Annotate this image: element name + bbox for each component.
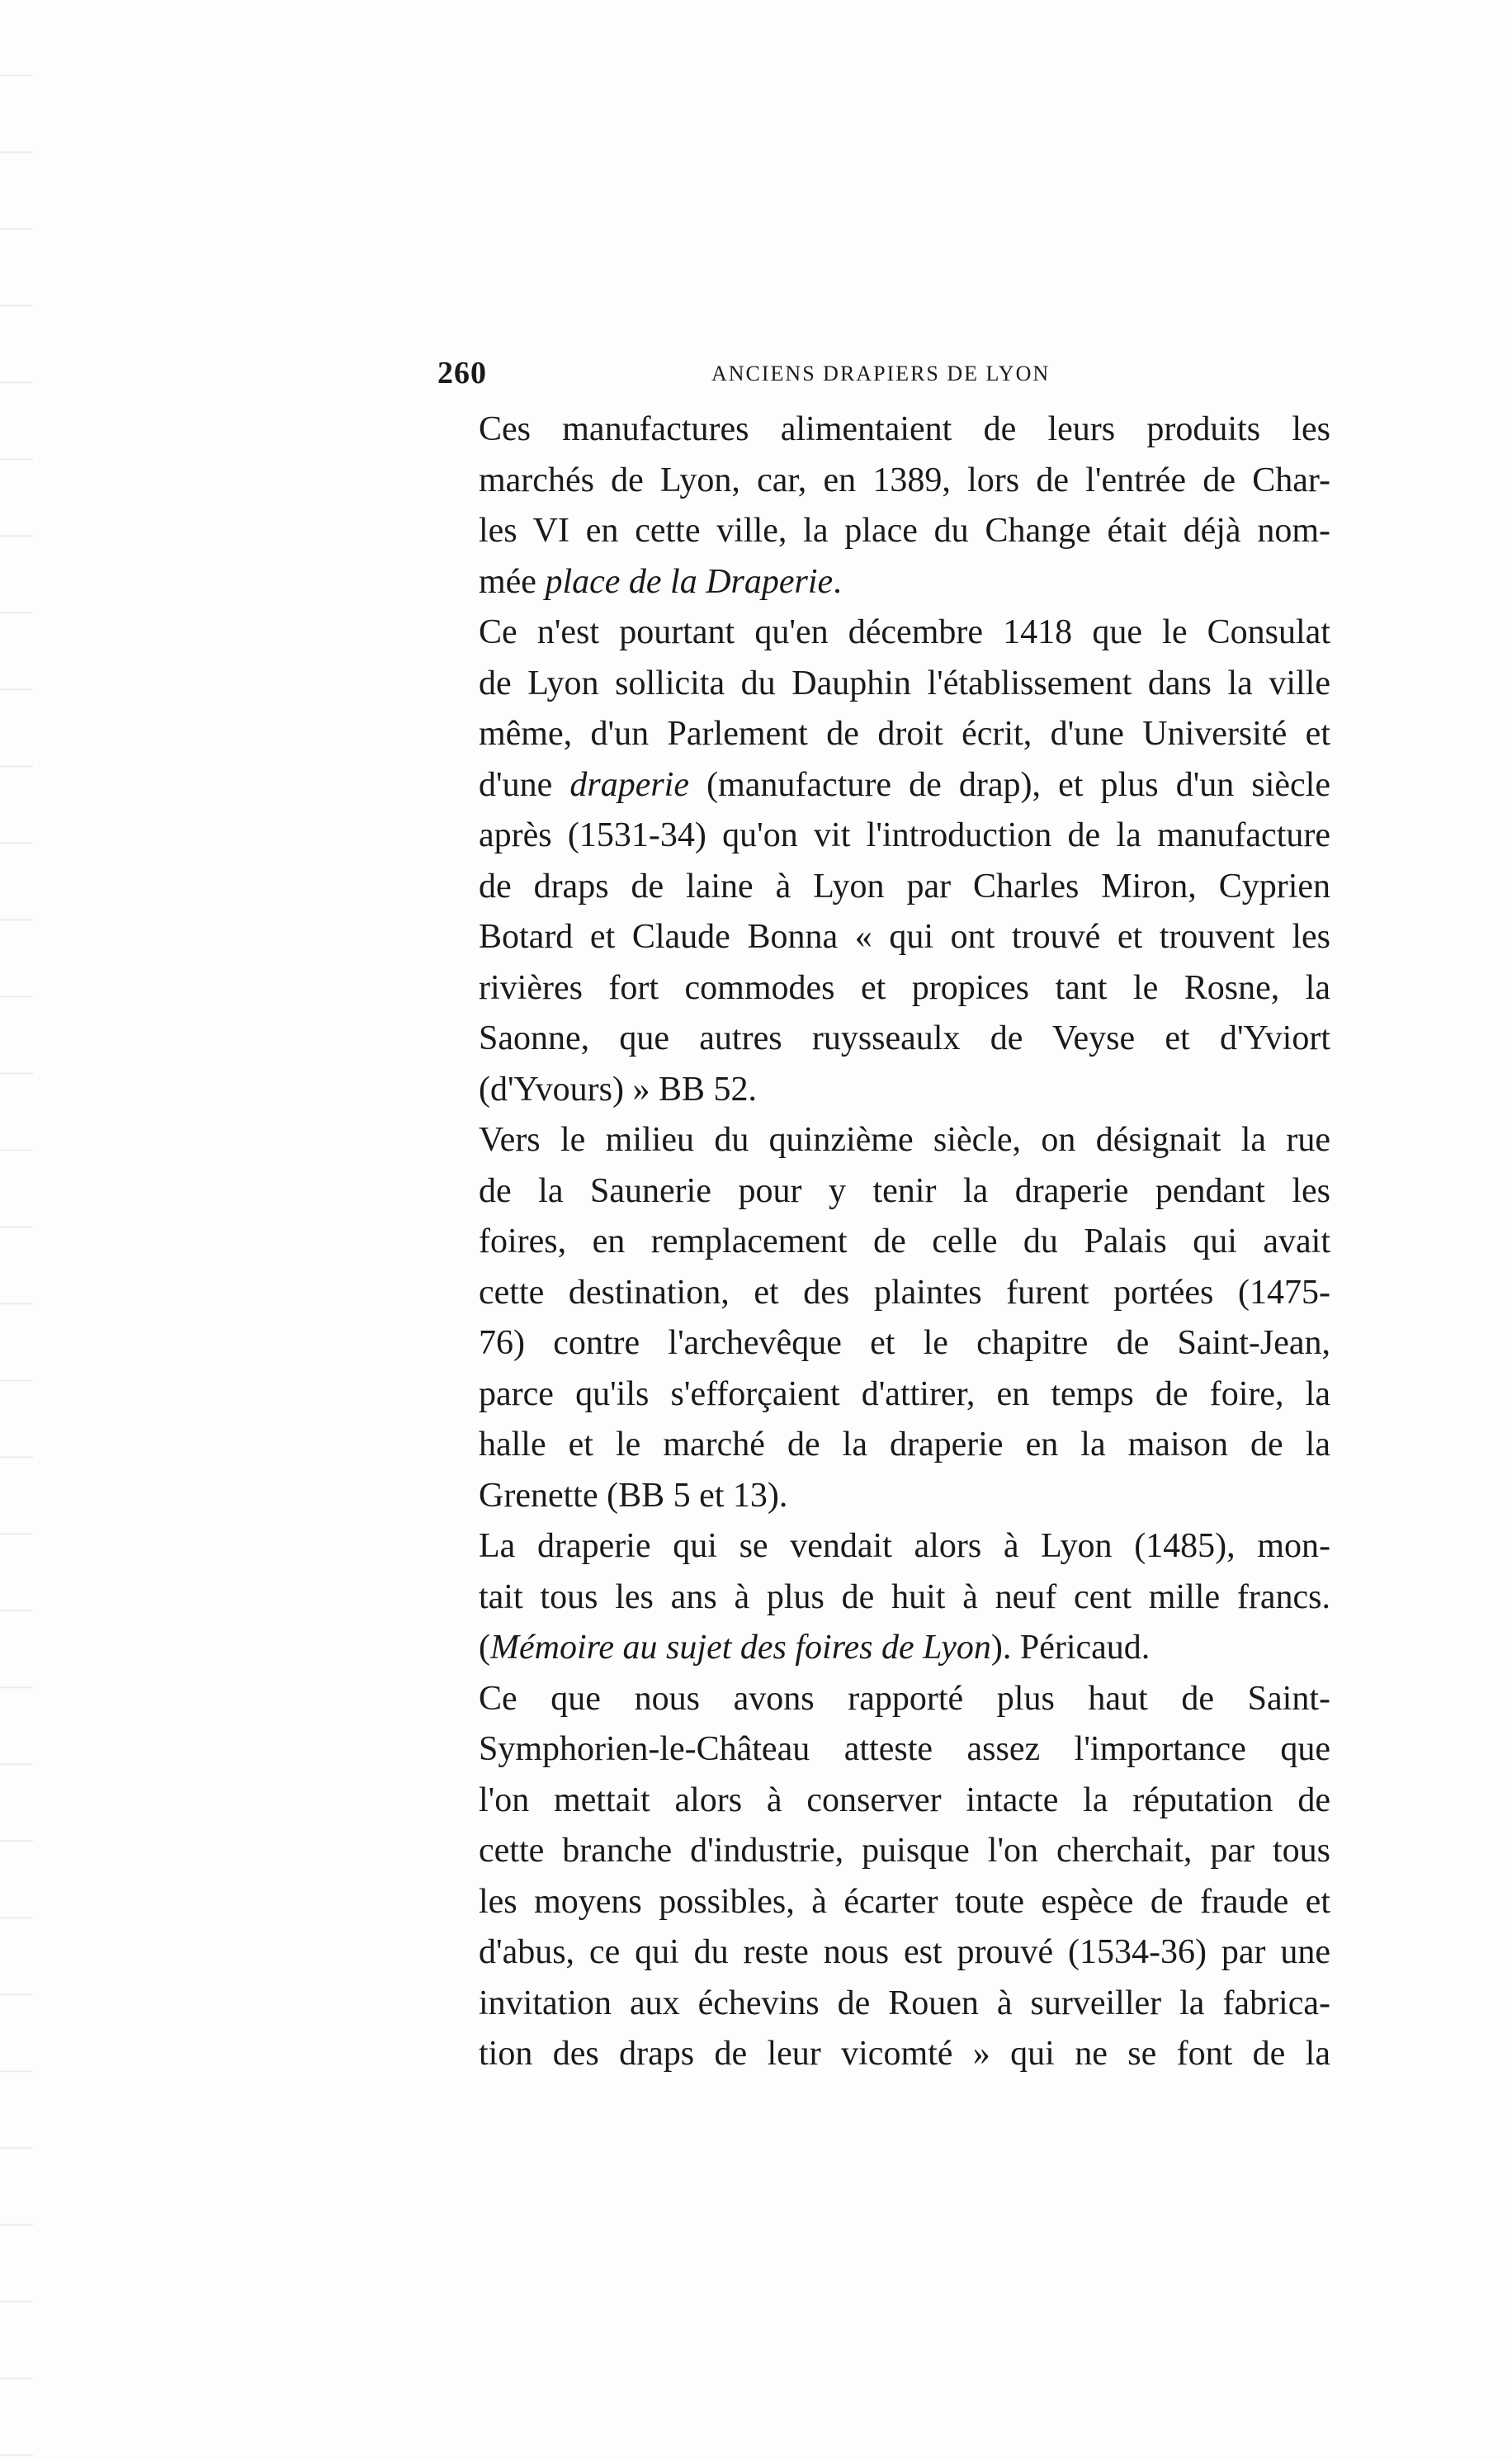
paragraph-2 — [437, 608, 1330, 1115]
text-line: l'on mettait alors à conserver intacte la réputation de — [479, 1780, 1330, 1819]
paragraph-1 — [437, 404, 1330, 608]
page-number: 260 — [437, 356, 487, 390]
paragraph-5 — [437, 1674, 1330, 2080]
text-run: mée — [479, 562, 546, 601]
text-line: cette branche d'industrie, puisque l'on cherchait, par tous — [479, 1832, 1330, 1870]
text-line: invitation aux échevins de Rouen à surveiller la fabrica- — [479, 1984, 1330, 2022]
italic-word: draperie — [569, 765, 689, 804]
text-run: ). Péricaud. — [990, 1629, 1151, 1667]
text-line: de Lyon sollicita du Dauphin l'établissement dans la ville — [479, 664, 1330, 702]
text-line: Ces manufactures alimentaient de leurs produits les — [479, 410, 1330, 448]
text-line — [437, 760, 1330, 811]
text-run: d'une — [479, 765, 570, 804]
text-line: les moyens possibles, à écarter toute espèce de fraude et — [479, 1882, 1330, 1921]
text-line: tion des draps de leur vicomté » qui ne se font de la — [479, 2035, 1330, 2073]
text-line — [437, 1623, 1330, 1674]
text-line: Ce que nous avons rapporté plus haut de Saint- — [479, 1679, 1330, 1718]
italic-phrase: place de la Draperie — [545, 562, 834, 601]
italic-title: Mémoire au sujet des foires de Lyon — [490, 1629, 991, 1667]
page-header — [437, 355, 1354, 404]
text-line: cette destination, et des plaintes furent portées (1475- — [479, 1273, 1330, 1312]
paragraph-4 — [437, 1521, 1330, 1674]
text-line — [437, 557, 1330, 608]
running-head: ANCIENS DRAPIERS DE LYON — [711, 362, 1051, 385]
text-line: rivières fort commodes et propices tant le Rosne, la — [479, 968, 1330, 1007]
text-line: les VI en cette ville, la place du Change était déjà nom- — [479, 512, 1330, 550]
text-line: d'abus, ce qui du reste nous est prouvé (1534-36) par une — [479, 1933, 1330, 1971]
text-line: marchés de Lyon, car, en 1389, lors de l'entrée de Char- — [479, 461, 1330, 499]
text-line: de draps de laine à Lyon par Charles Miron, Cyprien — [479, 867, 1330, 906]
text-run: . — [833, 562, 842, 601]
text-line: foires, en remplacement de celle du Palais qui avait — [479, 1222, 1330, 1260]
text-line: La draperie qui se vendait alors à Lyon (1485), mon- — [479, 1527, 1330, 1565]
text-line: Vers le milieu du quinzième siècle, on désignait la rue — [479, 1121, 1330, 1159]
text-line: Ce n'est pourtant qu'en décembre 1418 que le Consulat — [479, 613, 1330, 651]
text-run: (manufacture de drap), et plus d'un siècle — [689, 765, 1330, 804]
scan-edge-noise — [0, 0, 33, 2459]
text-line: parce qu'ils s'efforçaient d'attirer, en temps de foire, la — [479, 1374, 1330, 1413]
text-line: Grenette (BB 5 et 13). — [479, 1476, 788, 1515]
text-line: halle et le marché de la draperie en la maison de la — [479, 1426, 1330, 1464]
text-line: après (1531-34) qu'on vit l'introduction de la manufacture — [479, 816, 1330, 854]
text-line: 76) contre l'archevêque et le chapitre de Saint-Jean, — [479, 1324, 1330, 1362]
text-line: Botard et Claude Bonna « qui ont trouvé et trouvent les — [479, 918, 1330, 956]
paragraph-3 — [437, 1115, 1330, 1521]
text-run: ( — [479, 1629, 490, 1667]
text-line: (d'Yvours) » BB 52. — [479, 1070, 758, 1109]
text-line: de la Saunerie pour y tenir la draperie pendant les — [479, 1171, 1330, 1210]
text-line: tait tous les ans à plus de huit à neuf cent mille francs. — [479, 1577, 1330, 1616]
text-line: Saonne, que autres ruysseaulx de Veyse et d'Yviort — [479, 1019, 1330, 1057]
text-line: Symphorien-le-Château atteste assez l'importance que — [479, 1730, 1330, 1768]
body-text — [437, 404, 1330, 2080]
text-line: même, d'un Parlement de droit écrit, d'une Université et — [479, 715, 1330, 753]
